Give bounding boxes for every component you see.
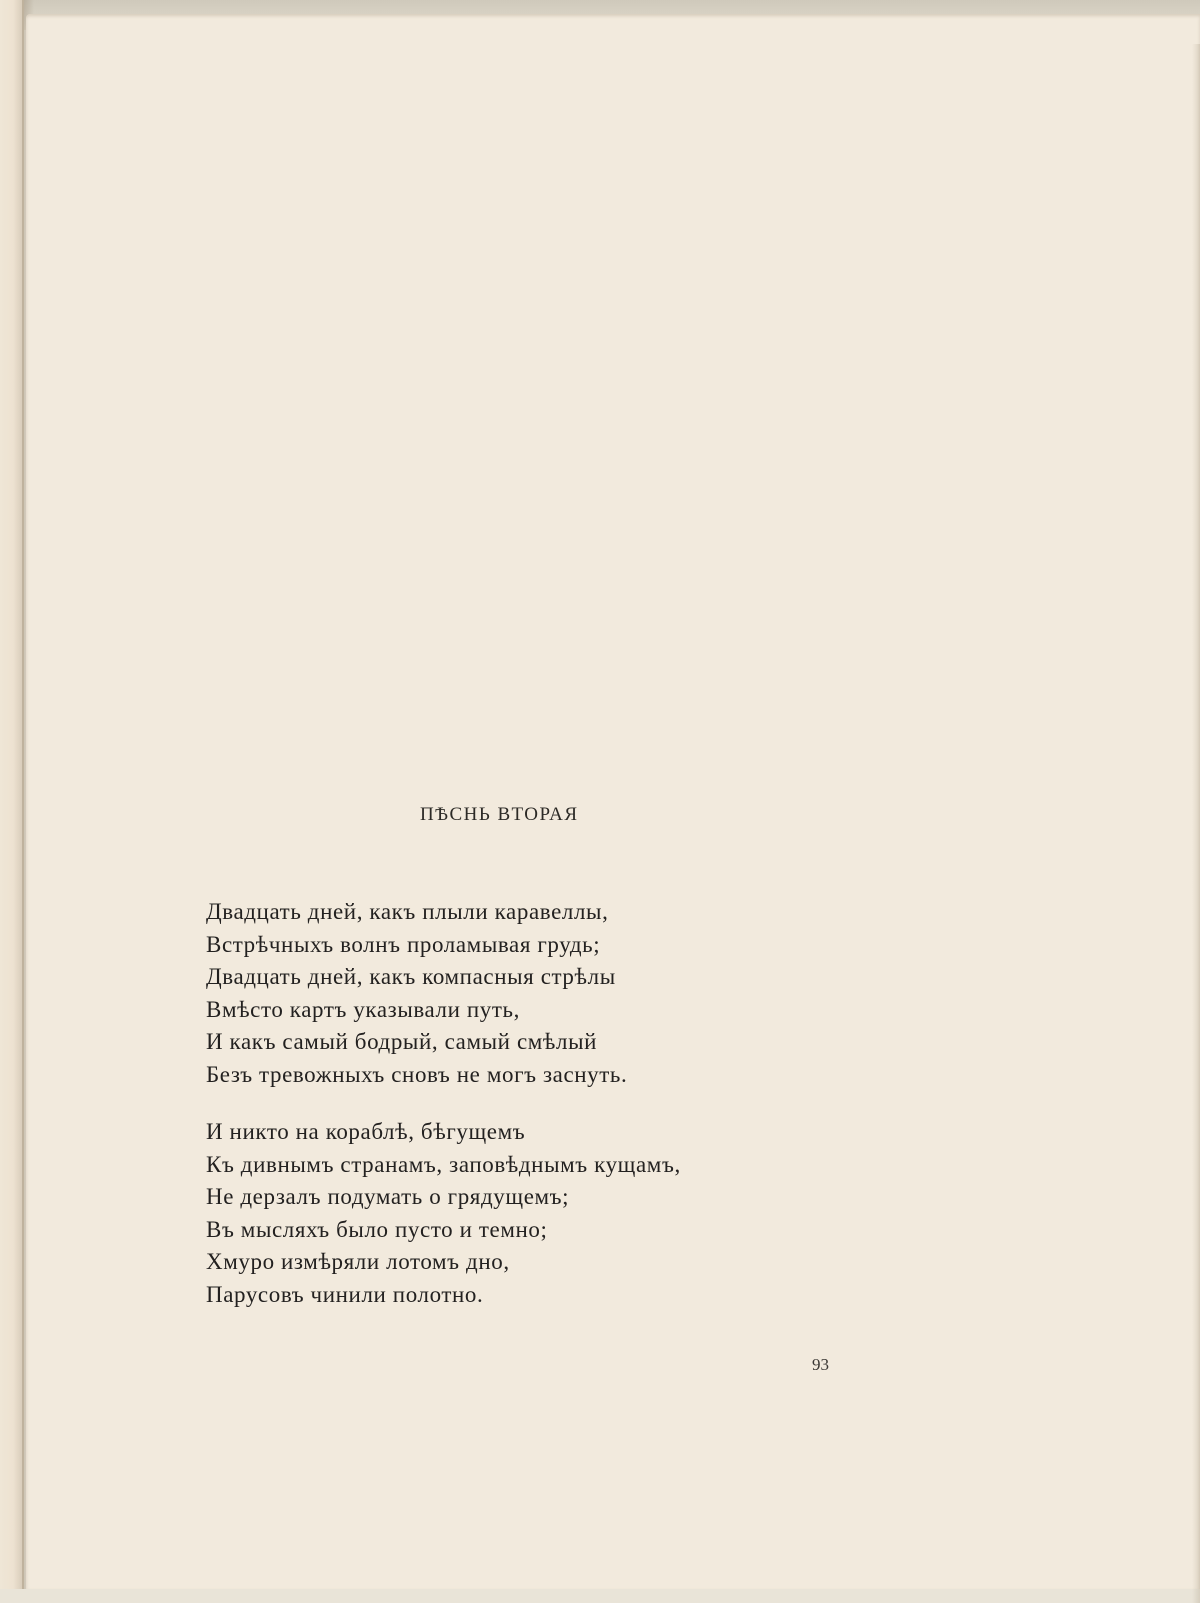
page-number: 93 (812, 1355, 829, 1374)
verse-line: Хмуро измѣряли лотомъ дно, (206, 1249, 510, 1275)
verse-line: Безъ тревожныхъ сновъ не могъ заснуть. (206, 1061, 628, 1087)
verse-line: Двадцать дней, какъ компасныя стрѣлы (206, 964, 616, 990)
verse-line: И никто на кораблѣ, бѣгущемъ (206, 1119, 526, 1144)
canto-heading: ПѢСНЬ ВТОРАЯ (420, 804, 579, 825)
verse-line: И какъ самый бодрый, самый смѣлый (206, 1029, 598, 1055)
stanza-2 (206, 1116, 681, 1312)
verse-line: Вмѣсто картъ указывали путь, (206, 996, 520, 1022)
verse-line: Не дерзалъ подумать о грядущемъ; (206, 1184, 570, 1210)
page-right-edge (1192, 44, 1200, 1603)
stanza-1 (206, 896, 627, 1092)
verse-line: Парусовъ чинили полотно. (206, 1281, 484, 1307)
facing-page-edge (0, 0, 24, 1589)
verse-line: Къ дивнымъ странамъ, заповѣднымъ кущамъ, (206, 1151, 681, 1177)
verse-line: Встрѣчныхъ волнъ проламывая грудь; (206, 931, 601, 957)
book-page (26, 14, 1200, 1589)
verse-line: Въ мысляхъ было пусто и темно; (206, 1216, 548, 1242)
verse-line: Двадцать дней, какъ плыли каравеллы, (206, 899, 609, 924)
